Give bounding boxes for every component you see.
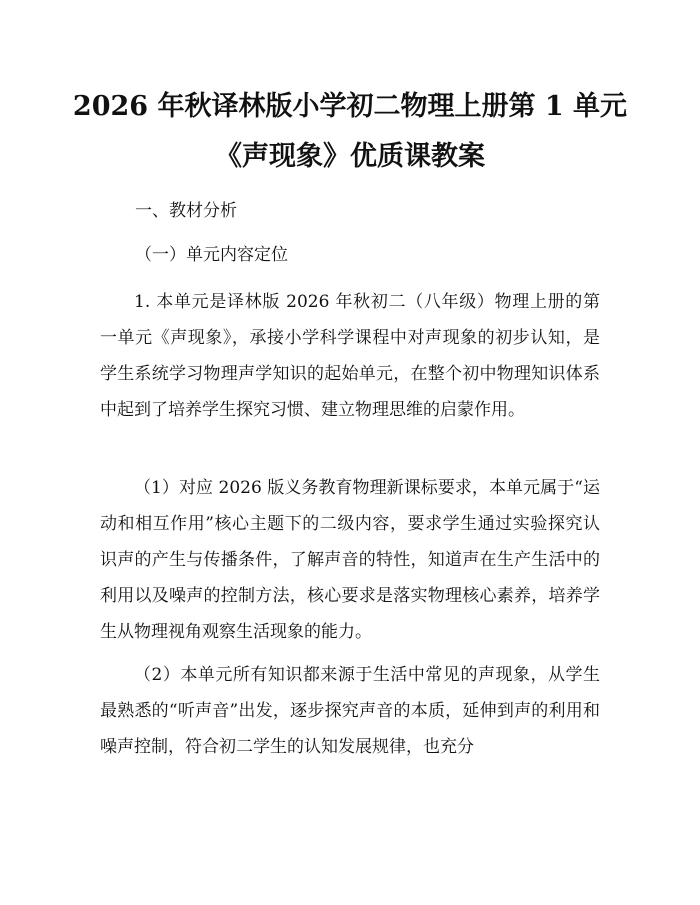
section-heading-textbook-analysis: 一、教材分析 [135, 201, 237, 221]
document-title-line-2: 《声现象》优质课教案 [215, 141, 485, 172]
paragraph-1: 1. 本单元是译林版 2026 年秋初二（八年级）物理上册的第一单元《声现象》，承接小学科学课程中对声现象的初步认知，是学生系统学习物理声学知识的起始单元，在整个初中物理知识体系中起到了培养学生探究习惯、建立物理思维的启蒙作用。 [100, 292, 600, 420]
document-title-line-1: 2026 年秋译林版小学初二物理上册第 1 单元 [72, 91, 628, 122]
paragraph-2: （1）对应 2026 版义务教育物理新课标要求，本单元属于“运动和相互作用”核心主题下的二级内容，要求学生通过实验探究认识声的产生与传播条件，了解声音的特性，知道声在生产生活中的利用以及噪声的控制方法，核心要求是落实物理核心素养，培养学生从物理视角观察生活现象的能力。 [100, 478, 600, 642]
subsection-heading-unit-positioning: （一）单元内容定位 [135, 245, 288, 265]
paragraph-3: （2）本单元所有知识都来源于生活中常见的声现象，从学生最熟悉的“听声音”出发，逐步探究声音的本质，延伸到声的利用和噪声控制，符合初二学生的认知发展规律，也充分 [100, 665, 600, 757]
